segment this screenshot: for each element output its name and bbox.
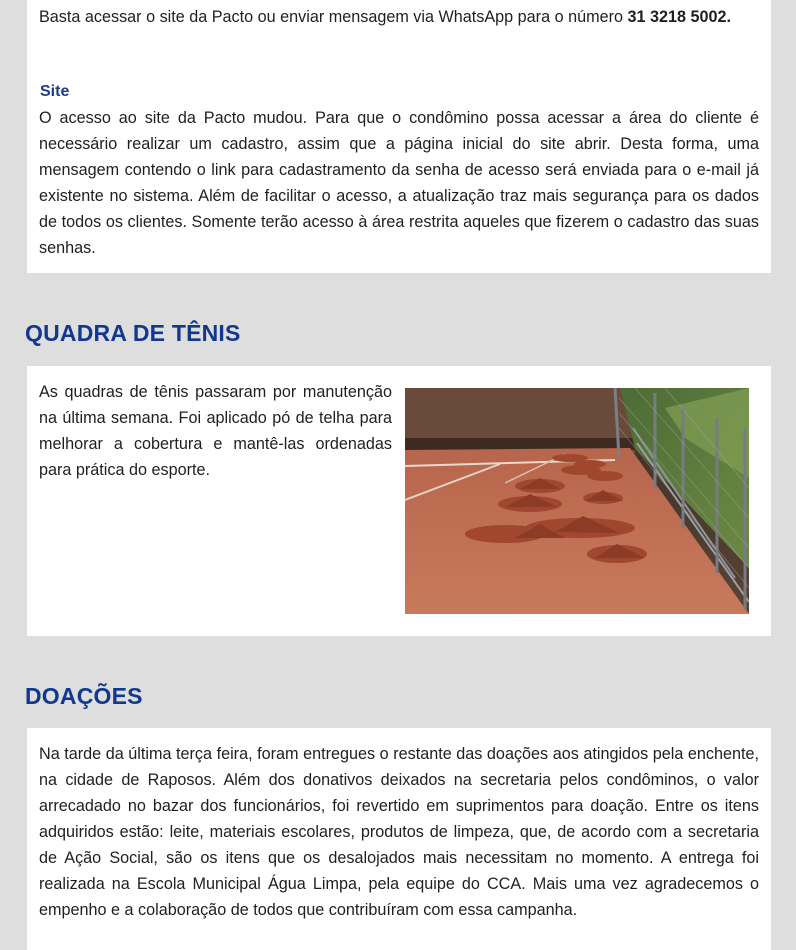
whatsapp-number: 31 3218 5002. bbox=[627, 8, 731, 26]
tennis-court-photo bbox=[405, 388, 749, 614]
contact-paragraph bbox=[39, 4, 759, 30]
donations-paragraph: Na tarde da última terça feira, foram entregues o restante das doações aos atingidos pela enchente, na cidade de Raposos. Além dos donativos deixados na secretaria pelos condôminos, o valor arrecadado no bazar dos funcionários, foi revertido em suprimentos para doação. Entre os itens adquiridos estão: leite, materiais escolares, produtos de limpeza, que, de acordo com a secretaria de Ação Social, são os itens que os desalojados mais necessitam no momento. A entrega foi realizada na Escola Municipal Água Limpa, pela equipe do CCA. Mais uma vez agradecemos o empenho e a colaboração de todos que contribuíram com essa campanha. bbox=[39, 745, 759, 919]
site-heading: Site bbox=[40, 83, 70, 100]
donations-section-title: DOAÇÕES bbox=[25, 683, 143, 709]
donations-card bbox=[27, 728, 771, 950]
contact-card bbox=[27, 0, 771, 273]
tennis-card bbox=[27, 366, 771, 636]
tennis-paragraph: As quadras de tênis passaram por manutenção na última semana. Foi aplicado pó de telha para melhorar a cobertura e mantê-las ordenadas para prática do esporte. bbox=[39, 383, 392, 479]
site-paragraph: O acesso ao site da Pacto mudou. Para que o condômino possa acessar a área do cliente é necessário realizar um cadastro, assim que a página inicial do site abrir. Desta forma, uma mensagem contendo o link para cadastramento da senha de acesso será enviada para o e-mail já existente no sistema. Além de facilitar o acesso, a atualização traz mais segurança para os dados de todos os clientes. Somente terão acesso à área restrita aqueles que fizerem o cadastro das suas senhas. bbox=[39, 109, 759, 257]
contact-text: Basta acessar o site da Pacto ou enviar mensagem via WhatsApp para o número bbox=[39, 8, 628, 26]
tennis-section-title: QUADRA DE TÊNIS bbox=[25, 320, 241, 346]
